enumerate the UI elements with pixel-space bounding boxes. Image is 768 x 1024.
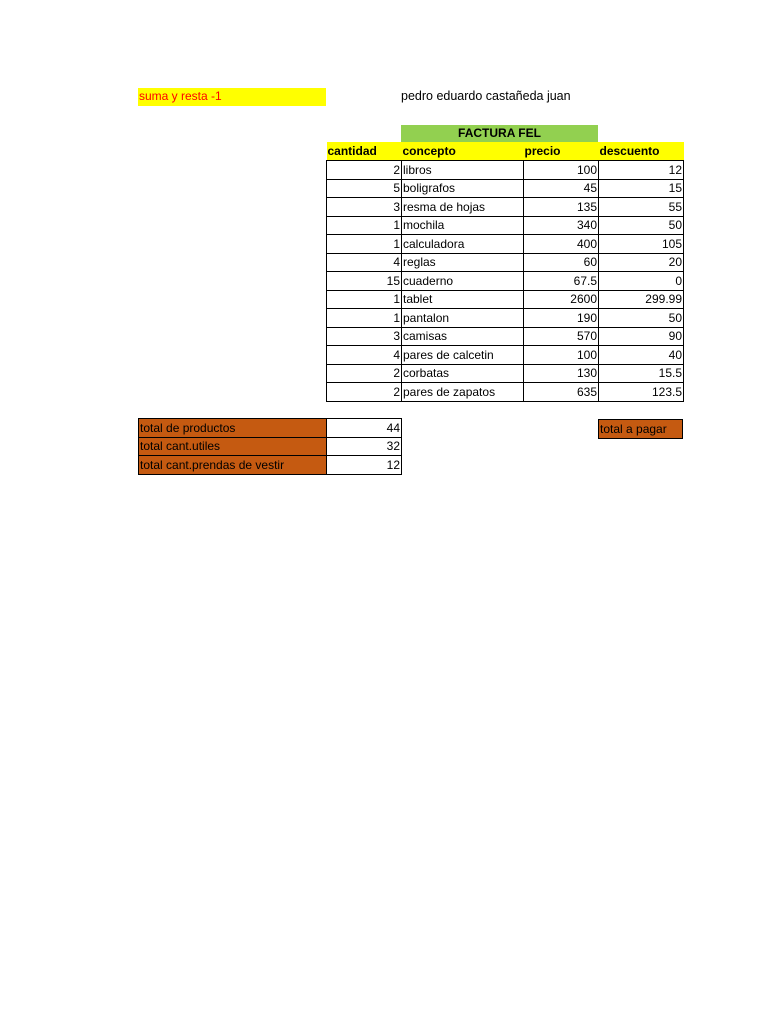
cell-descuento: 123.5 [599, 383, 684, 402]
cell-cantidad: 3 [327, 198, 402, 217]
cell-cantidad: 4 [327, 346, 402, 365]
cell-descuento: 55 [599, 198, 684, 217]
cell-cantidad: 2 [327, 364, 402, 383]
cell-cantidad: 3 [327, 327, 402, 346]
table-row [327, 161, 684, 180]
header-descuento: descuento [599, 142, 684, 161]
cell-precio: 2600 [524, 290, 599, 309]
summary-value: 32 [327, 437, 402, 456]
cell-precio: 100 [524, 161, 599, 180]
summary-row [139, 437, 402, 456]
invoice-header-row [327, 142, 684, 161]
cell-descuento: 50 [599, 309, 684, 328]
cell-descuento: 12 [599, 161, 684, 180]
cell-concepto: pares de zapatos [402, 383, 524, 402]
summary-row [139, 456, 402, 475]
cell-precio: 635 [524, 383, 599, 402]
table-row [327, 290, 684, 309]
header-cantidad: cantidad [327, 142, 402, 161]
table-row [327, 253, 684, 272]
cell-descuento: 105 [599, 235, 684, 254]
cell-concepto: libros [402, 161, 524, 180]
cell-descuento: 50 [599, 216, 684, 235]
cell-descuento: 0 [599, 272, 684, 291]
cell-descuento: 15.5 [599, 364, 684, 383]
cell-cantidad: 2 [327, 161, 402, 180]
cell-descuento: 40 [599, 346, 684, 365]
cell-concepto: corbatas [402, 364, 524, 383]
header-concepto: concepto [402, 142, 524, 161]
cell-cantidad: 2 [327, 383, 402, 402]
cell-concepto: cuaderno [402, 272, 524, 291]
total-a-pagar-label: total a pagar [598, 419, 683, 439]
cell-cantidad: 1 [327, 216, 402, 235]
cell-precio: 100 [524, 346, 599, 365]
header-precio: precio [524, 142, 599, 161]
cell-concepto: calculadora [402, 235, 524, 254]
cell-precio: 130 [524, 364, 599, 383]
cell-concepto: tablet [402, 290, 524, 309]
cell-precio: 190 [524, 309, 599, 328]
summary-value: 44 [327, 419, 402, 438]
cell-concepto: camisas [402, 327, 524, 346]
table-row [327, 309, 684, 328]
table-row [327, 272, 684, 291]
cell-concepto: reglas [402, 253, 524, 272]
cell-precio: 400 [524, 235, 599, 254]
table-row [327, 198, 684, 217]
cell-descuento: 20 [599, 253, 684, 272]
cell-cantidad: 15 [327, 272, 402, 291]
cell-precio: 135 [524, 198, 599, 217]
cell-descuento: 299.99 [599, 290, 684, 309]
cell-precio: 60 [524, 253, 599, 272]
table-row [327, 179, 684, 198]
cell-concepto: boligrafos [402, 179, 524, 198]
cell-descuento: 15 [599, 179, 684, 198]
cell-cantidad: 1 [327, 235, 402, 254]
table-row [327, 364, 684, 383]
cell-precio: 340 [524, 216, 599, 235]
cell-concepto: pantalon [402, 309, 524, 328]
summary-table [138, 418, 402, 475]
cell-concepto: resma de hojas [402, 198, 524, 217]
table-row [327, 216, 684, 235]
cell-descuento: 90 [599, 327, 684, 346]
cell-precio: 570 [524, 327, 599, 346]
summary-label: total cant.utiles [139, 437, 327, 456]
invoice-title: FACTURA FEL [401, 125, 598, 143]
cell-precio: 67.5 [524, 272, 599, 291]
invoice-table [326, 142, 684, 402]
cell-concepto: mochila [402, 216, 524, 235]
exercise-title: suma y resta -1 [138, 88, 326, 106]
summary-label: total de productos [139, 419, 327, 438]
summary-value: 12 [327, 456, 402, 475]
summary-label: total cant.prendas de vestir [139, 456, 327, 475]
cell-cantidad: 5 [327, 179, 402, 198]
cell-cantidad: 1 [327, 290, 402, 309]
author-name: pedro eduardo castañeda juan [401, 89, 571, 103]
table-row [327, 327, 684, 346]
table-row [327, 383, 684, 402]
cell-cantidad: 1 [327, 309, 402, 328]
cell-concepto: pares de calcetin [402, 346, 524, 365]
summary-row [139, 419, 402, 438]
cell-precio: 45 [524, 179, 599, 198]
table-row [327, 346, 684, 365]
cell-cantidad: 4 [327, 253, 402, 272]
table-row [327, 235, 684, 254]
